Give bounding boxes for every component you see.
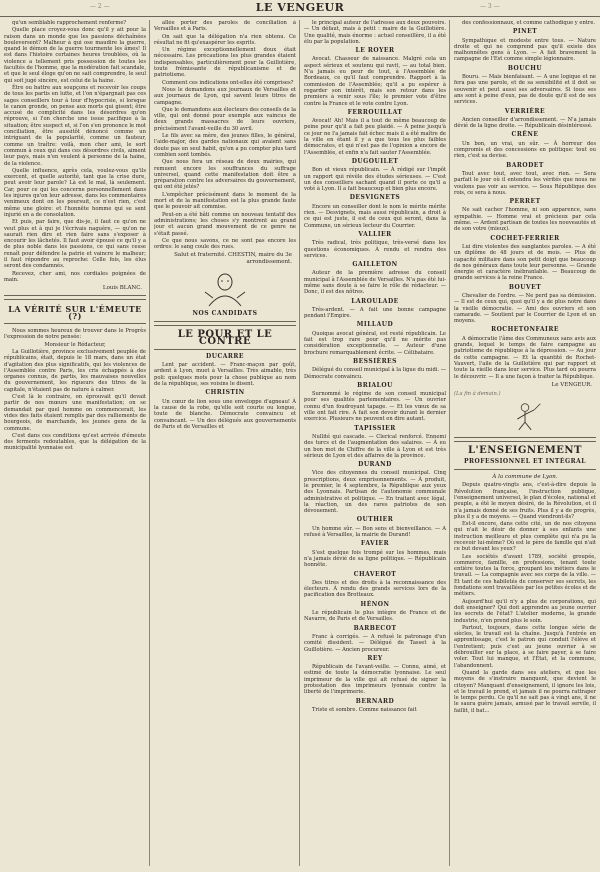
candidate-text: Un bon, un vrai, un sûr. — À horreur des compromis et des concessions en politique: tout ou rien, c'est sa devise. — [454, 140, 596, 160]
paragraph: Être ou battre aux soupçons et recevoir les coups de tous les partis en lutte, et l'on n'épargnait pas ces sages conseillers tour à tour d'hypocrisie, si lorsque le canon gronde, on pense aux morts qui gisent; être accusé de complicité dans les désordres qu'on réprouve, si l'on cherche une issue pacifique à la situation; être suspect et, si l'on s'en prononce le mot conciliation, être aussitôt dénoncé comme un intriguant de la popularité, comme un fauteur, comme un traître: voilà, mon cher ami, le sort commun à ceux qui dans ces désordres civils, aiment leur pays, mais n'en veulent à personne de la haine, de la violence. — [4, 84, 146, 167]
candidate-name: VERRIÈRE — [504, 107, 546, 115]
candidate-name: DUGOUILET — [351, 157, 399, 165]
candidate-text: Surnommé le régime de son conseil municipal pour ses qualités parlementaires. — Un ouvrier connu d'un foudroyant tapage. — Et les vœux de sa ville ont fait rire. A fait son devoir durant le dernier exercice. Plusieurs ne peuvent en dire autant. — [304, 391, 446, 423]
candidate-name: MILLAUD — [356, 321, 394, 329]
candidate-text: Vice des citoyennes du conseil municipal. Cinq prescriptions, deux emprisonnements. — À produit, le premier, le 4 septembre, la République aux yeux des Lyonnais. Partisan de l'autonomie communale administrative et politique. — En traitant avec légal, la réaction, un des rares patriotes de son dévouement. — [304, 470, 446, 515]
candidate-name: LAROULADE — [351, 297, 399, 305]
footnote: (La fin à demain.) — [454, 391, 501, 398]
column-rule — [149, 20, 150, 866]
paragraph: des confessionnaux, et comme cathodique y entre. — [462, 20, 596, 26]
candidate-name: CHRISTIN — [205, 389, 245, 397]
candidate-text: Délégué du conseil municipal à la ligue du midi. — Démocrate convaincu. — [304, 367, 446, 380]
masthead-title: LE VENGEUR — [255, 1, 345, 14]
article-title: LA VÉRITÉ SUR L'ÉMEUTE (?) — [8, 304, 142, 321]
candidate-name: CRÊNE — [511, 131, 539, 139]
paragraph: Ce que nous savons, ce ne sont pas encore les ordres: le sang coule des rues. — [154, 237, 296, 251]
paragraph: Que le demandons aux électeurs des conseils de la ville, qui ont donné pour exemple aux vaincus de deux grands massacres de leurs ouvriers, précisément l'avant-veille du 30 avril. — [154, 106, 296, 132]
candidate-name: FAVIER — [360, 540, 390, 548]
candidate-text: Tout avec tout, avec tout, avec rien. — Sera parfait le jour où il entendra les vérités que nous ne voulons pas voir au service. — Sous République des rois, ce sera à nous. — [454, 170, 596, 196]
candidate-text: Des titres et des droits à la reconnaissance des électeurs. À rendu des grands services lors de la pacification des Brotteaux. — [304, 579, 446, 599]
candidate-name: BERNARD — [355, 697, 395, 705]
paragraph: La Guillotière, province exclusivement peuplée de républicains, était, depuis le 18 mars, dans un état d'agitation des plus significatifs, qui les violences de l'Assemblée contre Paris, les cris échappés à des organes connus, de partis, les mauvaises nouvelles du gouvernement, les rigueurs des titres de la capitale, n'étaient pas de nature à calmer. — [4, 348, 146, 393]
candidate-text: S'est quelque fois trompé sur les hommes, mais n'a jamais dévié de sa ligne politique. — Républicain honnête. — [304, 549, 446, 569]
candidate-name: BARODET — [506, 161, 544, 169]
paragraph: Comment ces indications ont-elles été comprises? — [162, 79, 294, 86]
candidate-text: Chevalier de l'ordre. — Ne perd pas sa démission. — Il est de ceux qui, quoi qu'il y a de plus notre dans la vieille démocratie. — Ami des ouvriers et son camarade. — Soutient par le Courrier de Lyon et un moyens. — [454, 292, 596, 325]
running-head-right: — 3 — — [480, 3, 500, 10]
candidate-text: Encore un conseiller dont le nom le mérite mérite rien. — Desvignets, mais aussi républicain, a droit à ce qui est juste, il est de ceux qui seront, dans la Commune, un sérieux lecteur du Courrier. — [304, 203, 446, 229]
paragraph: Et puis, par faire, que dis-je, il faut ce qu'on ne veut plus et à qui je l'écrivais naguère, — qu'on ne saurait rien dire et rien faire sans s'exposer à encourir les lâchetés. Il faut avoir épousé ce qu'il y a de plus noble dans les passions, ce qui sans cesse renaît pour défendre la patrie et vaincre le malheur; il faut répondre au reproche: Celle fois, les élus seront des condamnés. — [4, 219, 146, 270]
signature: Le VENGEUR. — [551, 381, 592, 388]
paragraph: Que nous fera un réseau de deux mairies, qui remuent encore les souffrances du suffrage universel, quand cette manifestation doit être a préparation contre les adversaires du gouvernement, qui ont été jetés? — [154, 159, 296, 191]
divider — [154, 349, 296, 350]
candidate-text: Très-ardent. — A fait une bonne campagne pendant l'Empire. — [304, 306, 446, 320]
column-rule — [449, 20, 450, 866]
paragraph: Depuis quatre-vingts ans, c'est-à-dire depuis la Révolution française, l'instruction publique, l'enseignement universel, le plan d'écoles, national et peuple, a été le moyen désiré, de la Révolution, et il n'a jamais donné de ses fruits. Plus il y a de progrès, plus il y a de moyens. — Quand viendront-ils? — [454, 482, 596, 520]
candidate-text: Bouru. — Mais bienfaisant. — A une logique et ne fera pas une parole, et de sa sensibilité et il doit se souvenir et peut aussi ses adversaires. Si tous ses ans sont à peine d'eux, pas de doute qu'il est de ses services. — [454, 74, 596, 106]
candidate-text: Le républicain le plus intègre de France et de Navarre, de Paris et de Versailles. — [304, 610, 446, 623]
paragraph: C'est là le contraire, on éprouvait qu'il devait partir de nos mœurs une manifestation; on se demandait par quel homme on commencerait, les vides des faits étaient remplis par des ralliements de bourgeois, de marchands, les jeunes gens de la commune. — [4, 394, 146, 432]
candidate-name: DUCARRE — [206, 352, 244, 360]
candidate-name: HÉNON — [360, 600, 390, 608]
rubric-title: LE POUR ET LE CONTRE — [177, 329, 273, 347]
candidate-name: PERRET — [509, 198, 541, 206]
divider — [454, 469, 596, 470]
candidate-name: LE ROYER — [355, 47, 395, 55]
divider — [454, 437, 596, 442]
candidate-name: BARBECOT — [353, 624, 397, 632]
candidate-text: Ancien conseiller d'arrondissement. — N'a jamais dévié de la ligne droite. — Républicain désintéressé. — [454, 116, 596, 130]
candidate-text: Quoique avocat général, est resté républicain. Le fait est trop rare pour qu'il ne mérite pas considération exceptionnelle. — Auteur d'une brochure remarquablement écrite. — Célibataire. — [304, 330, 446, 356]
paragraph: Nous le demandons aux journaux de Versailles et aux journaux de Lyon, qui savent leurs titres de campagne. — [154, 86, 296, 106]
candidate-name: REY — [367, 654, 383, 662]
paragraph: Les sociétés d'avant 1789, société groupée, commerce, famille, en professions, tenant toute entière toutes la force, groupant les métiers dans le travail. — La compagnie avec ses corps de la ville. — Et tant de ces habiletés de conserver ses secrets, les fondations sont travaillées par les petites écoles et de métiers. — [454, 553, 596, 598]
candidate-text: Avocat. Chasseur de naissance. Malgré cela un aspect sérieux et soutenu qui ravit, — au total bien. N'a jamais eu peur de tout, à l'Assemblée de Bordeaux, ce qu'il faut comprendre. Rapport à la commission de l'Assemblée; qu'il a pu espérer à regarder son intérêt, mais son retour dans les premiers à venir sous l'île; le premier vote d'être contre la France et le vote contre Lyon. — [304, 56, 446, 107]
candidate-name: OUTHIER — [356, 516, 394, 524]
candidate-text: Nullité qui cascade. — Clerical renforcé. Ennemi des turcs et de l'augmentation des salaires. — À eu un bon mot de Chiffre de la ville à Lyon et est très sérieux de Lyon et des affaires de la province. — [304, 433, 446, 459]
divider — [4, 323, 146, 324]
paragraph: L'empêcher précisément dans le moment de la mort et de la manifestation est la plus grande faute que le pouvoir ait commise. — [154, 191, 296, 211]
candidate-name: BOUCHU — [507, 64, 543, 72]
running-head-left: — 2 — — [90, 3, 110, 10]
paragraph: Est-il encore, dans cette cité, un de nos citoyens qui n'ait le désir de donner à ses enfants une instruction meilleure et plus complète qui n'a pu la recevoir lui-même? Où est le père de famille qui n'ait ce but devant les yeux? — [454, 521, 596, 553]
column-3 — [304, 20, 446, 866]
column-4 — [454, 20, 596, 866]
paragraph: Quand la garde dans ses ateliers, et que les moyens de s'instruire manquent, que devient le citoyen? Manquant d'enseignement, il ignore les lois, et le travail le prend, et jamais il ne pourra rattraper le temps perdu. Ce qu'il ne sait pas à vingt ans, il ne le saura guère jamais, amusé par le travail servile, il faillit, il bat... — [454, 669, 596, 714]
candidate-text: A démocratie l'âme des Communeux sans avis aux grands, lequel le temps de faire campagne au patriotisme de république à la dépression. — Au jour de cette campagne. — Et la quantité de Rochet-Vauvert, l'aile de la Guillotière qui par rapport et toute la vieille dans leur service. Plus tard où pourra le découvrir. — Il a une façon à traiter la République. — [454, 335, 596, 380]
column-rule — [299, 20, 300, 866]
candidate-text: Sympathique et modeste entre tous. — Nature droite et qui ne comprend pas qu'il existe des malhonnêtes gens à Lyon. — A fait bravement la campagne de l'Est comme simple légionnaire. — [454, 37, 596, 63]
candidate-text: Très radical, très politique, très-versé dans les questions économiques. À rendu et rendra des services. — [304, 240, 446, 259]
candidate-name: COCHET-FERRIER — [490, 234, 560, 242]
salutation: Monsieur le Rédacteur, — [44, 341, 106, 348]
ornament-illustration — [195, 268, 255, 308]
paragraph: On sait que la délégation n'a rien obtenu. Ce résultat ne fit qu'exaspérer les esprits. — [154, 33, 296, 46]
candidate-name: GAILLETON — [352, 261, 398, 269]
column-1 — [4, 20, 146, 866]
candidate-name: BESSIÈRES — [353, 357, 397, 365]
divider — [154, 321, 296, 326]
candidate-text: Un homme sûr. — Bon sens et bienveillance. — A refusé à Versailles, la mairie de Durand! — [304, 525, 446, 539]
candidate-name: TAPISSIER — [354, 424, 396, 432]
section-title: L'ENSEIGNEMENT — [468, 445, 582, 457]
paragraph: Recevez, cher ami, nos cordiales poignées de main. — [4, 270, 146, 283]
candidate-text: Républicain de l'avant-veille. — Connu, aimé, et estimé de toute la démocratie lyonnaise. Le seul imprimeur de la ville qui ait refusé de signer la protestation des imprimeurs lyonnais contre la liberté de l'imprimerie. — [304, 664, 446, 696]
candidate-text: Ne sait cacher l'homme, ni son apparence, sans sympathie. — Homme vrai et précieux par cela même. — Ardent partisan de toutes les nouveautés et de son votre (mieux). — [454, 207, 596, 233]
running-head — [0, 0, 600, 17]
candidate-text: Franc à corrigés. — A refusé le patronage d'un comité dissident. — Délégué de Tasset à la Guillotière. — Ancien procureur. — [304, 633, 446, 653]
paragraph: Un régime exceptionnellement doux était nécessaire. Les précautions les plus grandes étaient indispensables, particulièrement pour la Guillotière, toute frémissante de républicanisme et de patriotisme. — [154, 47, 296, 79]
candidate-name: BRIALOU — [357, 381, 393, 389]
paragraph: Peut-on a été bâti comme un nouveau tentatif des administrations; les choses s'y montrent au grand jour et aucun grand mouvement de ce genre ne s'était passé. — [154, 211, 296, 237]
candidate-text: Lui dire violentes des sanglantes paroles. — A été un diplôme de 48 jours et de mois. — Plus de capacité militaire dans son petit doigt que beaucoup de nos généraux dans toute leur personne. — Grande énergie et caractère inébranlable. — Beaucoup de grande services à la reine France. — [454, 243, 596, 282]
candidate-name: ROCHETONFAIRE — [491, 326, 559, 334]
candidate-name: DURAND — [358, 461, 392, 469]
candidate-text: Triste et sombre. Comme naissance fait — [312, 706, 417, 713]
candidate-name: FERROUILLAT — [347, 108, 403, 116]
divider — [4, 295, 146, 300]
paragraph: qu'un semblable rapprochement renferme? — [12, 20, 127, 26]
paragraph: Partout, toujours, dans cette longue série de siècles, le travail est la chaîne. Jusqu'à l'entrée en apprentissage, c'est le patron qui conduit l'élève et l'entretient; puis c'est au jeune ouvrier à se débrouiller sur la place, à se faire payer, à se faire voler. Tout lui manque, et l'État, et la commune, l'abandonnent. — [454, 624, 596, 669]
paragraph: le principal auteur de l'adresse aux deux pouvoirs. — Un défaut, mais à petit : maire de la Guillotière. Une qualité, mais énorme : actuel conseillère, il a été élu par la population. — [304, 20, 446, 45]
column-2 — [154, 20, 296, 866]
candidate-name: PINET — [512, 28, 538, 36]
candidate-name: DESVIGNETS — [349, 194, 401, 202]
candidate-name: CHAVEROT — [353, 570, 397, 578]
section-dedication: À la commune de Lyon. — [492, 474, 558, 481]
candidate-text: Avocat! Ah! Mais il a tout de même beaucoup de peine pour qu'il a fait peu plaidé. — À peine jusqu'à ce jour ne l'a jamais fait échec mais il a été maître de la ville en étant il y a que tous les plus faibles démocrates, et qui n'est pas de l'opinion a encore de l'Assemblée, et enfin n'a fait sauter l'Assemblée. — [304, 118, 446, 156]
candidate-text: Bon et vieux républicain. — À rédigé sur l'impôt un rapport qui révèle des études sérieuses. — C'est un des conseillers sachant quand il porte ce qu'il a voté à Lyon. Il a fait beaucoup et bien plus encore. — [304, 167, 446, 193]
figure-illustration — [502, 399, 548, 433]
candidate-text: Un cœur de lion sous une enveloppe d'agneau! À la cause de la robe, qu'elle soit courte ou longue, toute de blanche. Démocrate convaincu et convaincant. — Un des délégués aux gouvernements de Paris et de Versailles et — [154, 398, 296, 430]
section-heading: NOS CANDIDATS — [192, 309, 258, 317]
paragraph: Aujourd'hui qu'il n'y a plus de corporations, qui doit enseigner? Qui doit apprendre au jeune ouvrier les secrets de l'état? L'atelier moderne, la grande industrie, n'en prend plus le soin. — [454, 598, 596, 624]
signature: Louis BLANC. — [102, 285, 142, 292]
candidate-name: VALLIER — [358, 230, 392, 238]
candidate-text: Lent par accident. — Franc-maçon par goût, ardent à Lyon, muet à Versailles. Très aimable, très poli: quelques mots pour la chose publique au nom de la république, ses voisins le disent. — [154, 362, 296, 388]
candidate-name: BOUVET — [508, 283, 542, 291]
paragraph: Quelle place croyez-vous donc qu'il y ait pour la raison dans un monde que les passions déchaînées bouleversent? Malheur à qui ose maudire la guerre, quand le démon de la guerre tourmente les âmes! Il est dans l'histoire certaines heures troublées, où la violence a tellement pris possession de toutes les facultés de l'homme, que la modération fait scandale, et que le seul éloge qu'on ne sait comprendre, le seul qui soit jugé sincère, est celui de la haine. — [4, 27, 146, 84]
paragraph: C'est dans ces conditions qu'est arrivée d'émeute des ferments redoutables, que la délégation de la municipalité lyonnaise est — [4, 432, 146, 452]
paragraph: Le fils avec sa mère, des jeunes filles, le général, l'aide-major, des gardes nationaux qui avaient sans doute pas un seul habit, qu'on a pu compter plus tard combien sont tombés. — [154, 133, 296, 158]
paragraph: Quelle influence, après cela, voulez-vous qu'ils exercent, et quelle autorité, tant que la crise dure, peut avoir leur parole? Là est le mal, là seulement. Car, pour ce qui les concerne personnellement dans les injures qu'on leur adresse, dans les commentaires venimeux dont on les poursuit, ce n'est rien, c'est même une gloire: et l'honnête homme qui se sent injurié en a de consolation. — [4, 167, 146, 218]
candidate-text: Auteur de la première adresse du conseil municipal à l'Assemblée de Versailles. N'a pas été lui-même sans doute à se faire le rôle de rédacteur. — Donc, il est des nôtres. — [304, 270, 446, 296]
paragraph: Nous sommes heureux de trouver dans le Progrès l'expression de notre pensée: — [4, 328, 146, 341]
paragraph: allée porter des paroles de conciliation à Versailles et à Paris. — [154, 20, 296, 33]
signature-block: Salut et fraternité. CHESTIN, maire du 3e arrondissement. — [174, 252, 292, 265]
section-subtitle: PROFESSIONNEL ET INTÉGRAL — [464, 457, 586, 465]
